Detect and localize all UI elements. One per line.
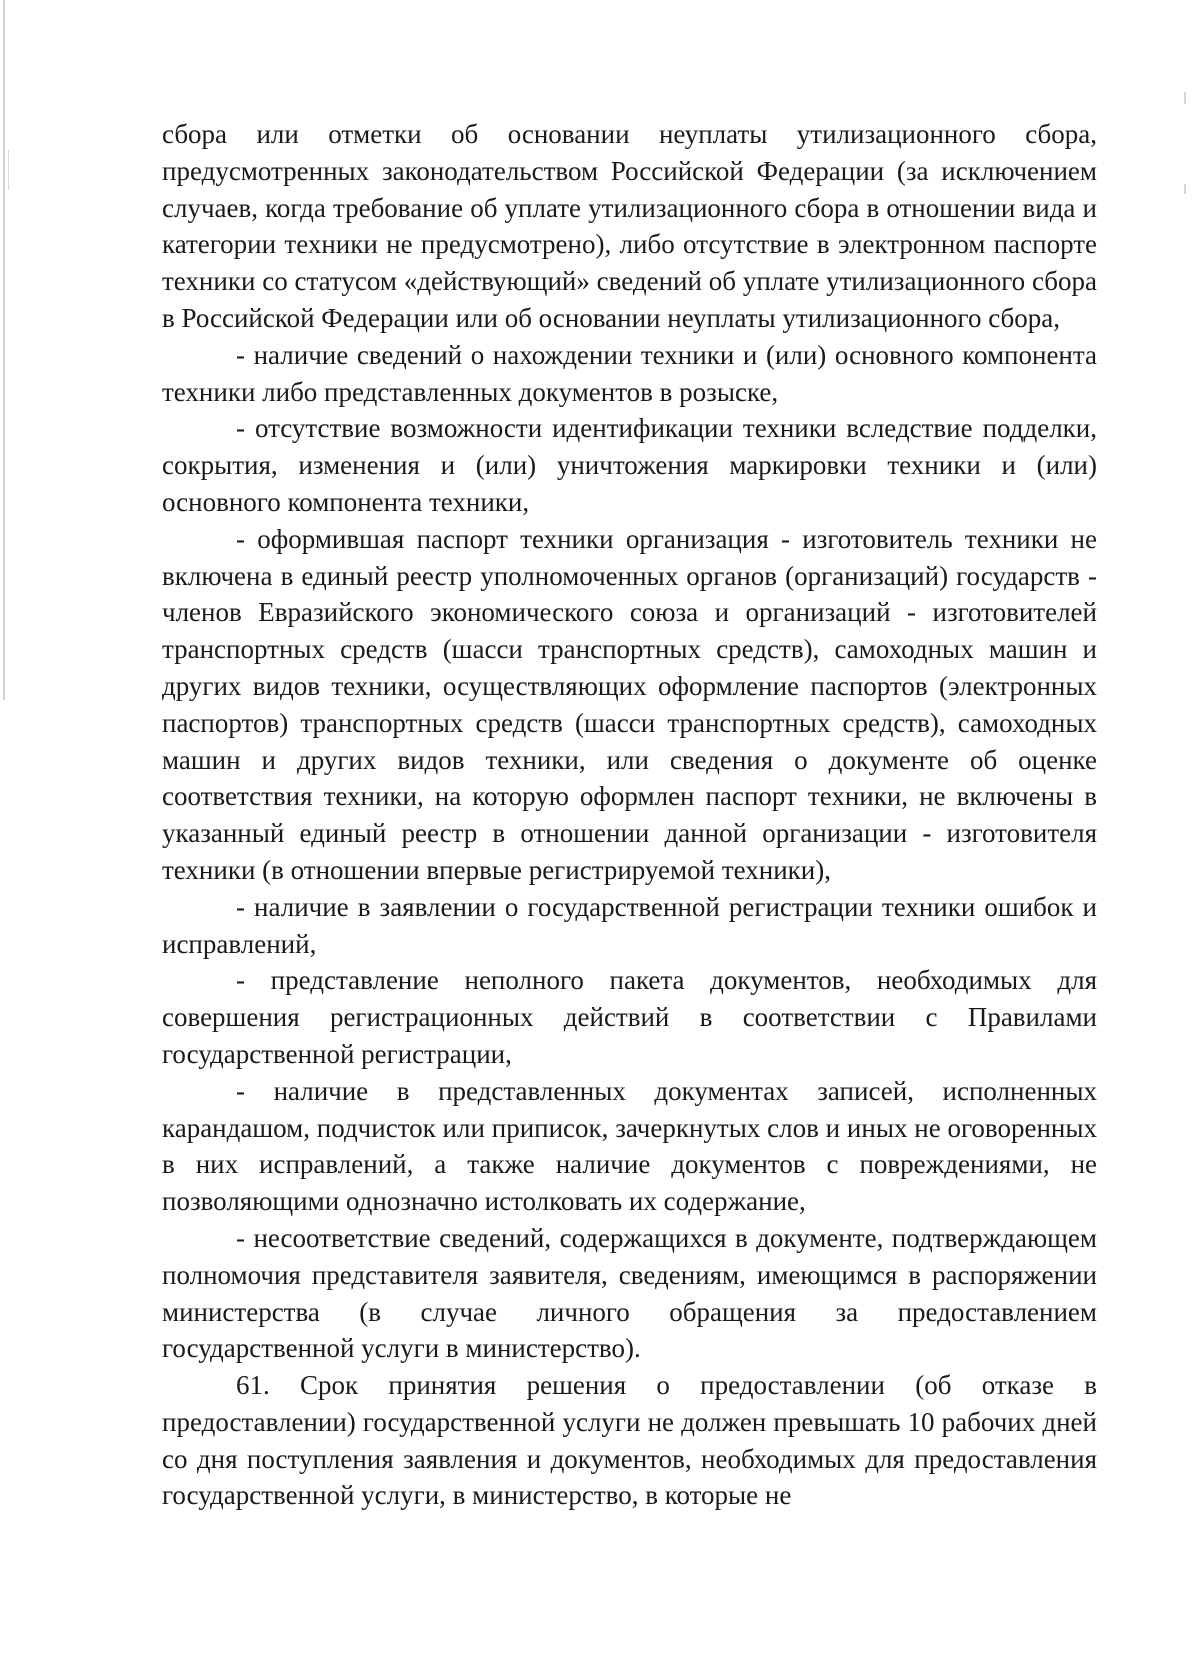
paragraph-utilization-fee: сбора или отметки об основании неуплаты утилизационного сбора, предусмотренных законодательством Российской Федерации (за исключением случаев, когда требование об уплате утилизационного сбора в отношении вида и категории техники не предусмотрено), либо отсутствие в электронном паспорте техники со статусом «действующий» сведений об уплате утилизационного сбора в Российской Федерации или об основании неуплаты утилизационного сбора, — [162, 119, 1097, 333]
paragraph-identification: - отсутствие возможности идентификации техники вследствие подделки, сокрытия, изменения и (или) уничтожения маркировки техники и (или) основного компонента техники, — [162, 413, 1097, 517]
paragraph-wanted-list: - наличие сведений о нахождении техники и (или) основного компонента техники либо представленных документов в розыске, — [162, 339, 1097, 407]
paragraph-incomplete-package: - представление неполного пакета документов, необходимых для совершения регистрационных действий в соответствии с Правилами государственной регистрации, — [162, 965, 1097, 1069]
paragraph-application-errors: - наличие в заявлении о государственной регистрации техники ошибок и исправлений, — [162, 891, 1097, 959]
document-page — [162, 116, 1097, 1514]
paragraph-manufacturer-registry: - оформившая паспорт техники организация - изготовитель техники не включена в единый реестр уполномоченных органов (организаций) государств - членов Евразийского экономического союза и организаций - изготовителей транспортных средств (шасси транспортных средств), самоходных машин и других видов техники, осуществляющих оформление паспортов (электронных паспортов) транспортных средств (шасси транспортных средств), самоходных машин и других видов техники, или сведения о документе об оценке соответствия техники, на которую оформлен паспорт техники, не включены в указанный единый реестр в отношении данной организации - изготовителя техники (в отношении впервые регистрируемой техники), — [162, 523, 1097, 885]
paragraph-61-deadline: 61. Срок принятия решения о предоставлении (об отказе в предоставлении) государственной услуги не должен превышать 10 рабочих дней со дня поступления заявления и документов, необходимых для предоставления государственной услуги, в министерство, в которые не — [162, 1370, 1097, 1511]
paragraph-representative-mismatch: - несоответствие сведений, содержащихся в документе, подтверждающем полномочия представителя заявителя, сведениям, имеющимся в распоряжении министерства (в случае личного обращения за предоставлением государственной услуги в министерство). — [162, 1222, 1097, 1364]
scan-margin-mark — [1184, 184, 1186, 194]
scan-edge-mark — [8, 150, 9, 190]
scan-edge-line — [3, 0, 5, 700]
scan-margin-mark — [1184, 92, 1186, 104]
paragraph-document-corrections: - наличие в представленных документах записей, исполненных карандашом, подчисток или приписок, зачеркнутых слов и иных не оговоренных в них исправлений, а также наличие документов с повреждениями, не позволяющими однозначно истолковать их содержание, — [162, 1075, 1097, 1217]
